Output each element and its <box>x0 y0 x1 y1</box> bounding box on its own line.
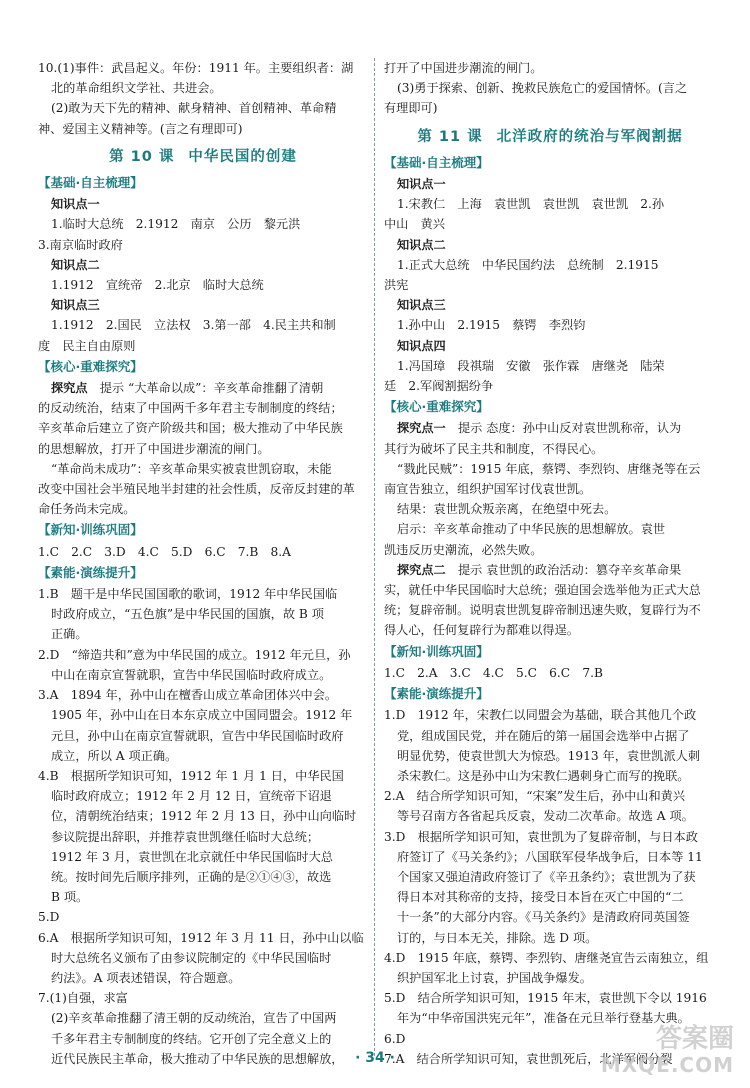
text-line: 位，清朝统治结束；1912 年 2 月 13 日，孙中山向临时 <box>51 809 357 824</box>
knowledge-point-1-label: 知识点一 <box>397 177 446 192</box>
text-line: 3.D 根据所学知识可知，袁世凯为了复辟帝制，与日本政 <box>384 829 698 844</box>
text-line: 结果：袁世凯众叛亲离，在绝望中死去。 <box>397 502 617 517</box>
answer-key: 1.C 2.C 3.D 4.C 5.D 6.C 7.B 8.A <box>38 544 291 559</box>
text-line: “革命尚未成功”：辛亥革命果实被袁世凯窃取，未能 <box>51 461 332 476</box>
text-line: 10.(1)事件：武昌起义。年份：1911 年。主要组织者：湖 <box>38 61 354 75</box>
knowledge-point-3-label: 知识点三 <box>51 298 100 313</box>
text-line: (2)辛亥革命推翻了清王朝的反动统治，宣告了中国两 <box>51 1011 337 1026</box>
right-column <box>384 58 716 1069</box>
text-line: 1.正式大总统 中华民国约法 总统制 2.1915 <box>397 257 659 272</box>
text-line: 洪宪 <box>384 278 409 293</box>
text-line: 3.A 1894 年，孙中山在檀香山成立革命团体兴中会。 <box>38 688 338 703</box>
page-number: · 34 · <box>355 1050 395 1066</box>
text-line: 有理即可) <box>384 101 438 116</box>
section-skill: 【素能·演练提升】 <box>384 686 489 702</box>
knowledge-point-1-label: 知识点一 <box>51 197 100 212</box>
knowledge-point-2-label: 知识点二 <box>51 257 100 272</box>
lesson-10-title: 第 10 课 中华民国的创建 <box>109 148 297 165</box>
text-line: 1.临时大总统 2.1912 南京 公历 黎元洪 <box>51 217 301 232</box>
text-line: 6.A 根据所学知识可知，1912 年 3 月 11 日，孙中山以临 <box>38 930 364 945</box>
text-line: 时大总统名义颁布了由参议院制定的《中华民国临时 <box>51 950 332 965</box>
skill-answers <box>38 584 368 1069</box>
text-line: 度 民主自由原则 <box>38 338 136 353</box>
text-line: 南宣告独立，组织护国军讨伐袁世凯。 <box>384 482 592 497</box>
watermark-logo <box>601 1026 734 1078</box>
section-new-knowledge: 【新知·训练巩固】 <box>384 643 489 659</box>
text-line: 5.D 结合所学知识可知，1915 年末，袁世凯下令以 1916 <box>384 991 707 1006</box>
text-line: “戮此民贼”：1915 年底，蔡锷、李烈钧、唐继尧等在云 <box>397 461 701 476</box>
text-line: (3)勇于探索、创新、挽救民族危亡的爱国情怀。(言之 <box>397 81 688 96</box>
text-line: 1905 年，孙中山在日本东京成立中国同盟会。1912 年 <box>51 708 353 723</box>
text-line: 4.B 根据所学知识可知，1912 年 1 月 1 日，中华民国 <box>38 768 344 783</box>
knowledge-point-4-label: 知识点四 <box>397 338 446 353</box>
text-line: 十一条”的大部分内容。《马关条约》是清政府同英国签 <box>397 910 690 925</box>
text-line: 千多年君主专制制度的终结。它开创了完全意义上的 <box>51 1031 332 1046</box>
text-line: 时政府成立，“五色旗”是中华民国的国旗，故 B 项 <box>51 607 324 622</box>
text-line: 杀宋教仁。这是孙中山为宋教仁遇刺身亡而写的挽联。 <box>397 768 690 783</box>
text-line: 得日本对其称帝的支持，接受日本旨在灭亡中国的“二 <box>397 890 684 905</box>
text-line: 1912 年 3 月，袁世凯在北京就任中华民国临时大总 <box>51 849 333 864</box>
text-line: 中山 黄兴 <box>384 217 445 232</box>
text-line: 的反动统治，结束了中国两千多年君主专制制度的终结； <box>38 401 343 416</box>
text-line: 年为“中华帝国洪宪元年”，准备在元旦举行登基大典。 <box>397 1011 690 1026</box>
watermark-brand: 答案圈 <box>655 1024 734 1054</box>
text-line: 辛亥革命后建立了资产阶级共和国；极大推动了中华民族 <box>38 421 343 436</box>
knowledge-point-3-label: 知识点三 <box>397 298 446 313</box>
text-line: 订的，与日本无关，排除。选 D 项。 <box>397 930 598 945</box>
section-core: 【核心·重难探究】 <box>38 358 143 374</box>
text-line: 命任务尚未完成。 <box>38 502 136 517</box>
text-line: 1.冯国璋 段祺瑞 安徽 张作霖 唐继尧 陆荣 <box>397 358 665 373</box>
text-line: 临时政府成立；1912 年 2 月 12 日，宣统帝下诏退 <box>51 789 332 804</box>
text-line: 得人心，任何复辟行为都难以得逞。 <box>384 623 579 638</box>
section-basic: 【基础·自主梳理】 <box>384 154 489 170</box>
text-line: 明显优势，使袁世凯大为惊恐。1913 年，袁世凯派人刺 <box>397 748 701 763</box>
text-line: 打开了中国进步潮流的闸门。 <box>384 61 543 75</box>
text-line: 1.1912 2.国民 立法权 3.第一部 4.民主共和制 <box>51 318 336 333</box>
text-line: 个国家又强迫清政府签订了《辛丑条约》；袁世凯为了获 <box>397 869 696 884</box>
text-line: 统。按时间先后顺序排列，正确的是②①④③，故选 <box>51 869 332 884</box>
text-line: 的思想解放，打开了中国进步潮流的闸门。 <box>38 441 270 456</box>
section-skill: 【素能·演练提升】 <box>38 564 143 580</box>
text-line: 北的革命组织文学社、共进会。 <box>51 81 222 96</box>
text-line: B 项。 <box>51 890 89 905</box>
text-line: 府签订了《马关条约》；八国联军侵华战争后，日本等 11 <box>397 849 703 864</box>
watermark-url: MXQE.COM <box>600 1053 734 1077</box>
text-line: 近代民族民主革命，极大推动了中华民族的思想解放， <box>51 1051 344 1066</box>
explore-point-1: 探究点一 提示 态度：孙中山反对袁世凯称帝，认为 <box>397 421 682 436</box>
left-column <box>38 58 368 1069</box>
column-divider <box>374 58 375 1056</box>
text-line: 其行为破坏了民主共和制度，不得民心。 <box>384 441 604 456</box>
text-line: 7.A 结合所学知识可知，袁世凯死后，北洋军阀分裂 <box>384 1051 673 1066</box>
text-line: 等号召南方各省起兵反袁，发动二次革命。故选 A 项。 <box>397 809 694 824</box>
text-line: 实，就任中华民国临时大总统；强迫国会选举他为正式大总 <box>384 583 701 598</box>
text-line: 1.1912 宣统帝 2.北京 临时大总统 <box>51 278 264 293</box>
text-line: 改变中国社会半殖民地半封建的社会性质，反帝反封建的革 <box>38 482 355 497</box>
text-line: 凯违反历史潮流，必然失败。 <box>384 542 543 557</box>
text-line: 1.宋教仁 上海 袁世凯 袁世凯 袁世凯 2.孙 <box>397 197 665 212</box>
text-line: 6.D <box>384 1031 406 1046</box>
text-line: (2)敢为天下先的精神、献身精神、首创精神、革命精 <box>51 101 337 116</box>
text-line: 廷 2.军阀割据纷争 <box>384 379 494 394</box>
skill-answers <box>384 705 716 1069</box>
text-line: 7.(1)自强，求富 <box>38 991 128 1006</box>
text-line: 统；复辟帝制。说明袁世凯复辟帝制迅速失败，复辟行为不 <box>384 603 701 618</box>
text-line: 4.D 1915 年底，蔡锷、李烈钧、唐继尧宣告云南独立，组 <box>384 950 709 965</box>
answer-q10 <box>38 58 368 139</box>
text-line: 2.A 结合所学知识可知，“宋案”发生后，孙中山和黄兴 <box>384 789 686 804</box>
text-line: 5.D <box>38 910 60 925</box>
answer-key: 1.C 2.A 3.C 4.C 5.C 6.C 7.B <box>384 665 603 680</box>
text-line: 约法》。A 项表述错误，符合题意。 <box>51 970 241 985</box>
section-core: 【核心·重难探究】 <box>384 399 489 415</box>
text-line: 中山在南京宣誓就职，宣告中华民国临时政府成立。 <box>51 667 332 682</box>
text-line: 启示：辛亥革命推动了中华民族的思想解放。袁世 <box>397 522 666 537</box>
text-line: 元旦，孙中山在南京宣誓就职，宣告中华民国临时政府 <box>51 728 344 743</box>
lesson-11-title: 第 11 课 北洋政府的统治与军阀割据 <box>417 128 683 145</box>
section-new-knowledge: 【新知·训练巩固】 <box>38 522 143 538</box>
section-basic: 【基础·自主梳理】 <box>38 175 143 191</box>
text-line: 成立，所以 A 项正确。 <box>51 748 178 763</box>
text-line: 1.孙中山 2.1915 蔡锷 李烈钧 <box>397 318 586 333</box>
text-line: 2.D “缔造共和”意为中华民国的成立。1912 年元旦，孙 <box>38 647 351 662</box>
text-line: 1.B 题干是中华民国国歌的歌词，1912 年中华民国临 <box>38 587 338 602</box>
explore-point: 探究点 提示 “大革命以成”：辛亥革命推翻了清朝 <box>51 381 324 396</box>
text-line: 3.南京临时政府 <box>38 237 123 252</box>
text-line: 党，组成国民党，并在随后的第一届国会选举中占据了 <box>397 728 690 743</box>
text-line: 正确。 <box>51 627 88 642</box>
explore-point-2: 探究点二 提示 袁世凯的政治活动：篡夺辛亥革命果 <box>397 562 682 577</box>
text-line: 织护国军北上讨袁，护国战争爆发。 <box>397 970 592 985</box>
knowledge-point-2-label: 知识点二 <box>397 237 446 252</box>
text-line: 参议院提出辞职，并推荐袁世凯继任临时大总统； <box>51 829 320 844</box>
text-line: 1.D 1912 年，宋教仁以同盟会为基础，联合其他几个政 <box>384 708 697 723</box>
text-line: 神、爱国主义精神等。(言之有理即可) <box>38 121 243 136</box>
